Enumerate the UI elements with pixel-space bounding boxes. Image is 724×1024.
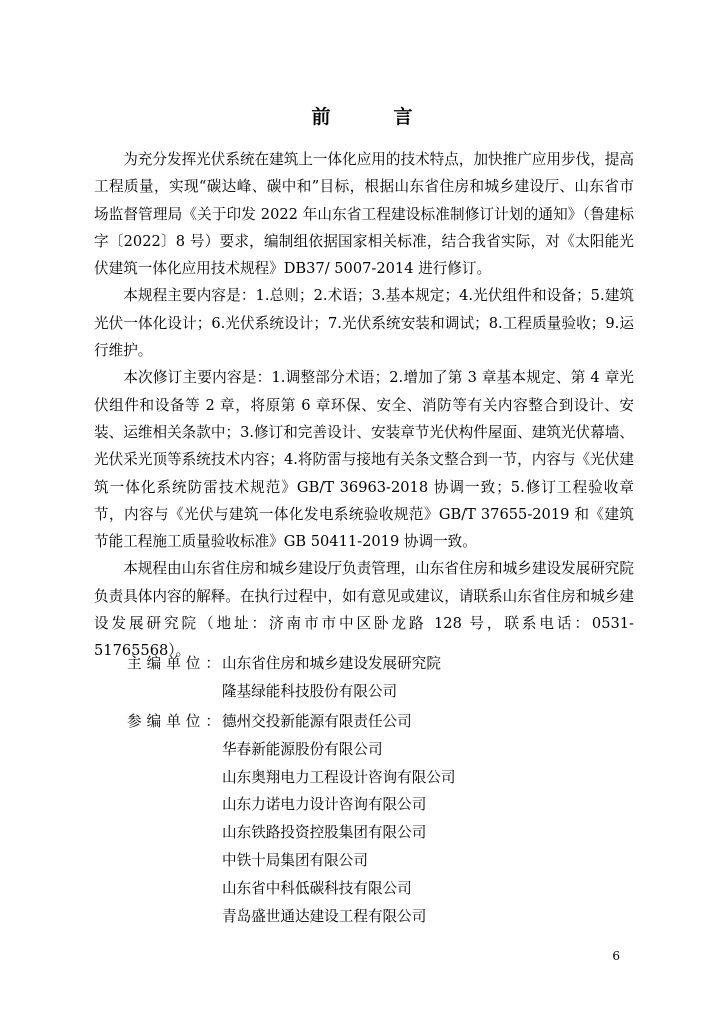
paragraph-contents: 本规程主要内容是：1.总则；2.术语；3.基本规定；4.光伏组件和设备；5.建筑光伏一体化设计；6.光伏系统设计；7.光伏系统安装和调试；8.工程质量验收；9.运行维护。 (94, 287, 634, 360)
page-number: 6 (612, 949, 620, 963)
participating-editor-name: 山东铁路投资控股集团有限公司 (222, 824, 427, 842)
page-title: 前 言 (311, 106, 435, 128)
paragraph-purpose: 为充分发挥光伏系统在建筑上一体化应用的技术特点，加快推广应用步伐，提高工程质量，实现“碳达峰、碳中和”目标，根据山东省住房和城乡建设厅、山东省市场监督管理局《关于印发 2022 年山东省工程建设标准制修订计划的通知》（鲁建标字〔2022〕8 号）要求，编制组依据国家相关标准，结合我省实际，对《太阳能光伏建筑一体化应用技术规程》DB37/ 5007-2014 进行修订。 (94, 151, 634, 278)
preface-body (94, 146, 634, 665)
paragraph-management: 本规程由山东省住房和城乡建设厅负责管理，山东省住房和城乡建设发展研究院负责具体内容的解释。在执行过程中，如有意见或建议，请联系山东省住房和城乡建设发展研究院（地址：济南市市中区卧龙路 128 号，联系电话：0531-51765568）。 (94, 560, 634, 660)
participating-editor-name: 中铁十局集团有限公司 (222, 851, 368, 869)
participating-editors-label: 参编单位： (127, 713, 225, 730)
participating-editors-block (127, 708, 456, 930)
participating-editor-name: 德州交投新能源有限责任公司 (222, 713, 412, 730)
chief-editor-name: 隆基绿能科技股份有限公司 (222, 682, 398, 700)
participating-editor-name: 山东力诺电力设计咨询有限公司 (222, 796, 427, 814)
chief-editor-name: 山东省住房和城乡建设发展研究院 (222, 655, 441, 672)
chief-editors-label: 主编单位： (127, 655, 225, 672)
participating-editor-name: 华春新能源股份有限公司 (222, 740, 383, 758)
participating-editor-name: 青岛盛世通达建设工程有限公司 (222, 907, 427, 925)
chief-editors-block (127, 650, 441, 706)
participating-editor-name: 山东省中科低碳科技有限公司 (222, 879, 412, 897)
participating-editor-name: 山东奥翔电力工程设计咨询有限公司 (222, 768, 456, 786)
paragraph-revisions: 本次修订主要内容是：1.调整部分术语；2.增加了第 3 章基本规定、第 4 章光伏组件和设备等 2 章，将原第 6 章环保、安全、消防等有关内容整合到设计、安装、运维相关条款中；3.修订和完善设计、安装章节光伏构件屋面、建筑光伏幕墙、光伏采光顶等系统技术内容；4.将防雷与接地有关条文整合到一节，内容与《光伏建筑一体化系统防雷技术规范》GB/T 36963-2018 协调一致；5.修订工程验收章节，内容与《光伏与建筑一体化发电系统验收规范》GB/T 37655-2019 和《建筑节能工程施工质量验收标准》GB 50411-2019 协调一致。 (94, 369, 634, 551)
